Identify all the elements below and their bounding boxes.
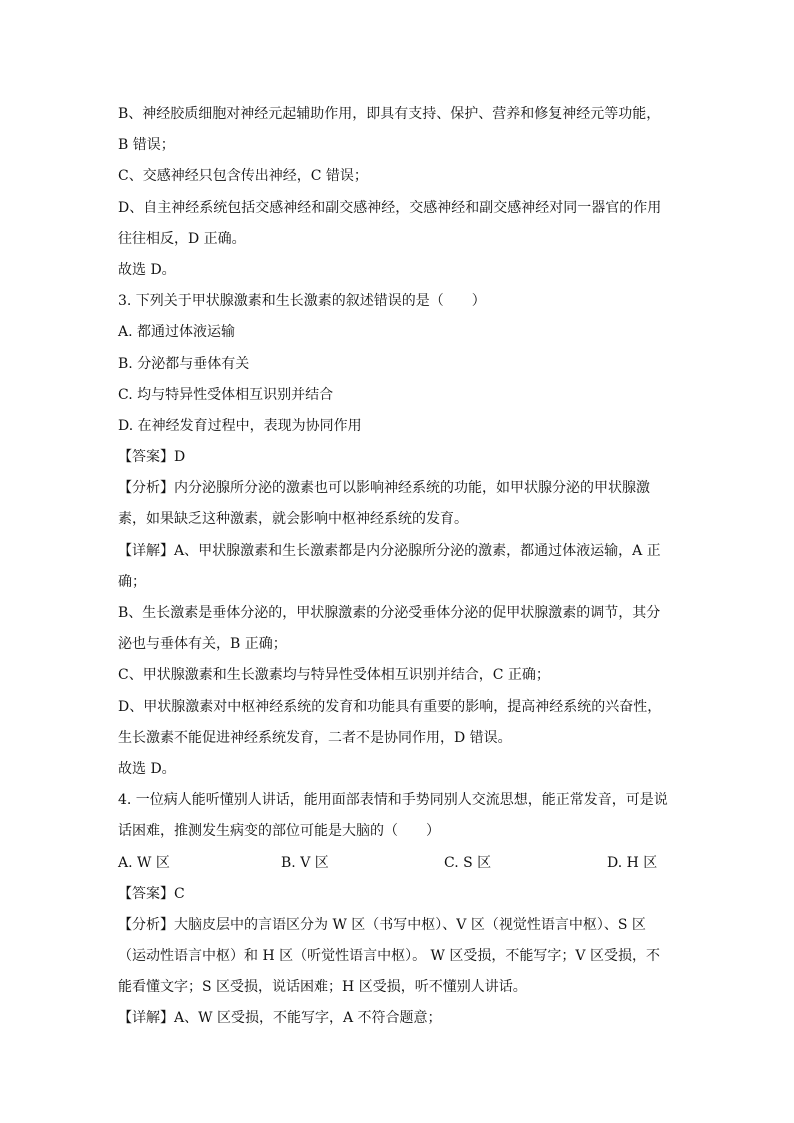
question-3-option-d: D. 在神经发育过程中，表现为协同作用 — [118, 417, 362, 434]
text-line: 往往相反，D 正确。 — [118, 230, 246, 247]
document-body — [118, 99, 678, 1035]
explanation-line: 【详解】A、W 区受损，不能写字，A 不符合题意； — [118, 1010, 442, 1027]
explanation-line: D、甲状腺激素对中枢神经系统的发育和功能具有重要的影响，提高神经系统的兴奋性， — [118, 698, 662, 715]
question-3-option-a: A. 都通过体液运输 — [118, 324, 236, 341]
explanation-line: C、甲状腺激素和生长激素均与特异性受体相互识别并结合，C 正确； — [118, 667, 550, 684]
text-line: D、自主神经系统包括交感神经和副交感神经，交感神经和副交感神经对同一器官的作用 — [118, 199, 662, 216]
question-4-option-d: D. H 区 — [607, 854, 658, 871]
analysis-line: 能看懂文字；S 区受损，说话困难；H 区受损，听不懂别人讲话。 — [118, 979, 527, 996]
text-line: 故选 D。 — [118, 760, 176, 777]
explanation-line: 泌也与垂体有关，B 正确； — [118, 636, 287, 653]
analysis-line: 素，如果缺乏这种激素，就会影响中枢神经系统的发育。 — [118, 511, 468, 528]
question-4-stem: 4. 一位病人能听懂别人讲话，能用面部表情和手势同别人交流思想，能正常发音，可是说 — [118, 792, 668, 809]
explanation-line: 生长激素不能促进神经系统发育，二者不是协同作用，D 错误。 — [118, 729, 512, 746]
question-3-option-b: B. 分泌都与垂体有关 — [118, 355, 250, 372]
analysis-line: 【分析】内分泌腺所分泌的激素也可以影响神经系统的功能，如甲状腺分泌的甲状腺激 — [118, 480, 650, 497]
answer-line: 【答案】D — [118, 449, 186, 466]
text-line: C、交感神经只包含传出神经，C 错误； — [118, 168, 368, 185]
explanation-line: B、生长激素是垂体分泌的，甲状腺激素的分泌受垂体分泌的促甲状腺激素的调节，其分 — [118, 605, 661, 621]
question-4-option-a: A. W 区 — [118, 854, 170, 871]
analysis-line: （运动性语言中枢）和 H 区（听觉性语言中枢）。 W 区受损，不能写字；V 区受损，不 — [118, 948, 660, 965]
text-line: B、神经胶质细胞对神经元起辅助作用，即具有支持、保护、营养和修复神经元等功能， — [118, 106, 661, 122]
explanation-line: 确； — [118, 573, 146, 590]
question-3-option-c: C. 均与特异性受体相互识别并结合 — [118, 386, 334, 403]
question-4-option-b: B. V 区 — [281, 854, 329, 871]
answer-line: 【答案】C — [118, 885, 185, 902]
text-line: 故选 D。 — [118, 261, 176, 278]
question-3-stem: 3. 下列关于甲状腺激素和生长激素的叙述错误的是（ ） — [118, 293, 486, 310]
analysis-line: 【分析】大脑皮层中的言语区分为 W 区（书写中枢）、V 区（视觉性语言中枢）、S 区 — [118, 916, 646, 933]
question-4-options — [118, 848, 678, 879]
question-4-stem: 话困难，推测发生病变的部位可能是大脑的（ ） — [118, 823, 440, 840]
question-4-option-c: C. S 区 — [444, 854, 492, 871]
explanation-line: 【详解】A、甲状腺激素和生长激素都是内分泌腺所分泌的激素，都通过体液运输，A 正 — [118, 542, 661, 559]
text-line: B 错误； — [118, 137, 175, 154]
